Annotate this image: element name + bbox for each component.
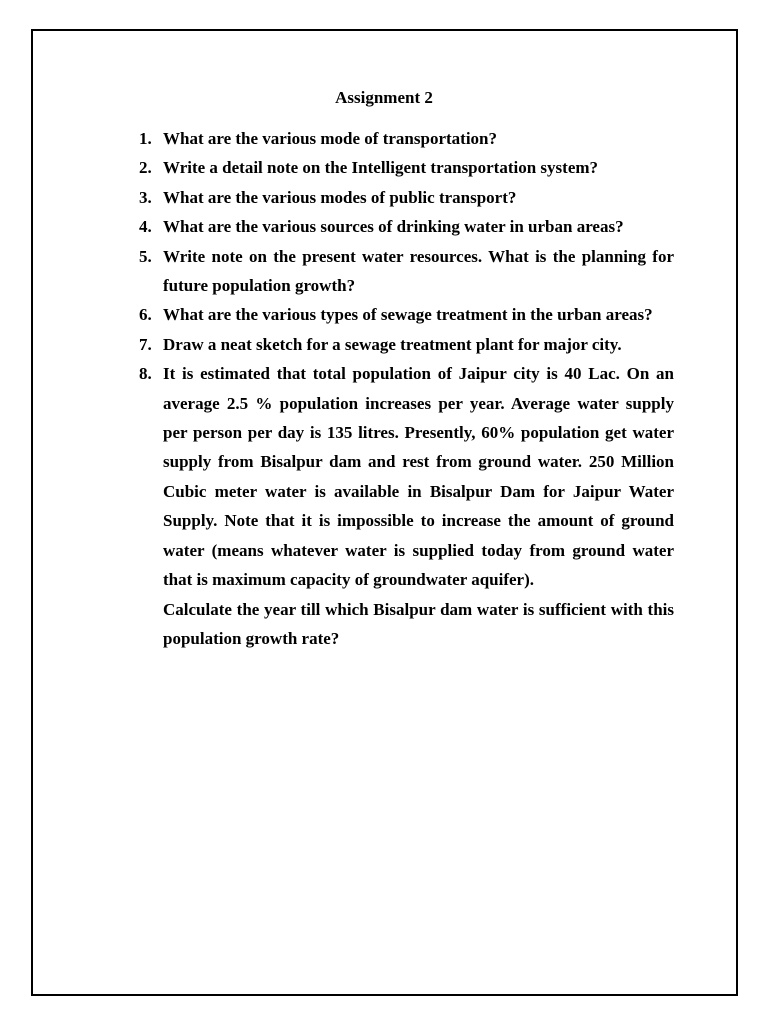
question-number: 2. — [139, 158, 152, 178]
page-title-text: Assignment 2 — [335, 88, 433, 107]
question-number: 5. — [139, 246, 152, 266]
question-item — [133, 212, 674, 241]
question-list — [133, 124, 674, 653]
question-number: 3. — [139, 187, 152, 207]
question-item — [133, 183, 674, 212]
page-title — [0, 86, 768, 110]
question-text: Write note on the present water resources. What is the planning for future population growth? — [163, 246, 674, 296]
question-item — [133, 300, 674, 329]
question-item — [133, 359, 674, 653]
question-number: 4. — [139, 217, 152, 237]
question-item — [133, 242, 674, 301]
question-item — [133, 153, 674, 182]
question-item — [133, 124, 674, 153]
question-text: What are the various mode of transportation? — [163, 129, 497, 148]
question-text: What are the various modes of public transport? — [163, 187, 517, 207]
question-number: 1. — [139, 129, 152, 148]
question-item — [133, 330, 674, 359]
question-text: What are the various sources of drinking water in urban areas? — [163, 217, 624, 237]
question-text: What are the various types of sewage treatment in the urban areas? — [163, 305, 653, 325]
question-number: 7. — [139, 334, 152, 354]
question-text: Draw a neat sketch for a sewage treatment plant for major city. — [163, 334, 622, 354]
question-followup-text: Calculate the year till which Bisalpur dam water is sufficient with this population growth rate? — [163, 599, 674, 648]
question-text: Write a detail note on the Intelligent transportation system? — [163, 158, 599, 178]
question-text: It is estimated that total population of Jaipur city is 40 Lac. On an average 2.5 % population increases per year. Average water supply per person per day is 135 litres. Presently, 60% population get water supply from Bisalpur dam and rest from ground water. 250 Million Cubic meter water is available in Bisalpur Dam for Jaipur Water Supply. Note that it is impossible to increase the amount of ground water (means whatever water is supplied today from ground water that is maximum capacity of groundwater aquifer). — [163, 364, 674, 590]
question-number: 8. — [139, 364, 152, 384]
question-number: 6. — [139, 305, 152, 325]
